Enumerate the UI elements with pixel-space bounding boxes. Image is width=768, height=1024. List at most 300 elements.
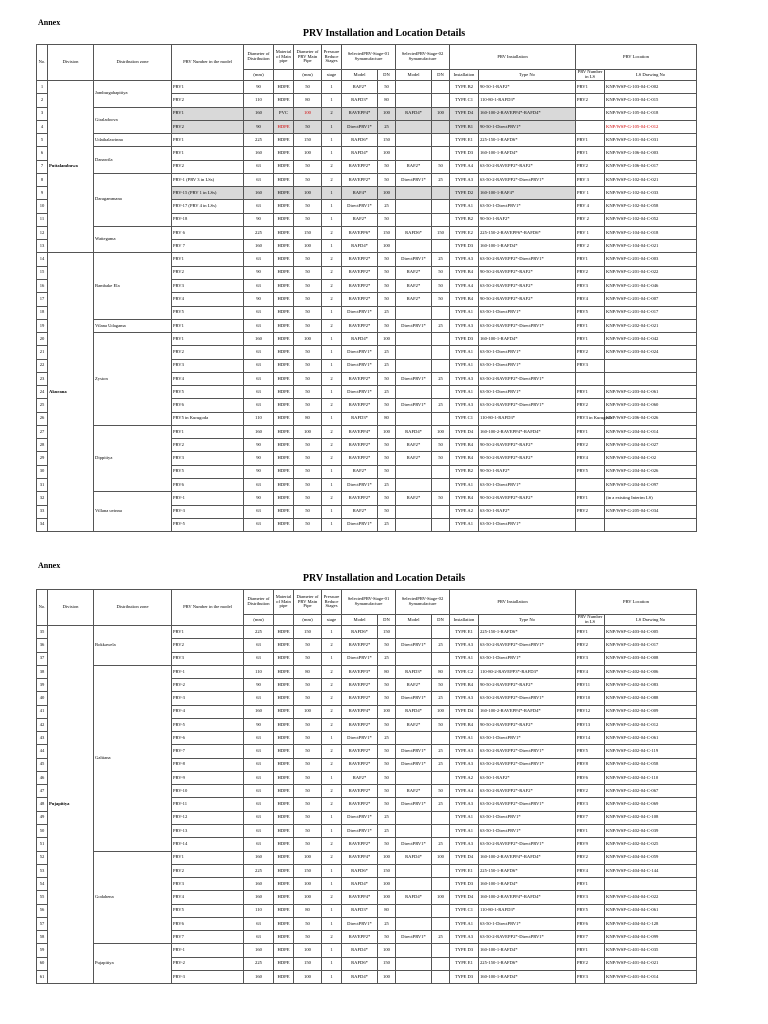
stage1-dn: 50 (378, 160, 396, 173)
diameter-main: 50 (294, 758, 322, 771)
row-no: 23 (37, 372, 48, 385)
row-no: 1 (37, 81, 48, 94)
installation-type: TYPE A3 (450, 639, 479, 652)
stage1-dn: 150 (378, 626, 396, 639)
header-unit-mm: (mm) (294, 615, 322, 626)
diameter-main: 100 (294, 851, 322, 864)
header-zone: Distribution zone (94, 45, 172, 81)
prv-number: PRV2 (172, 266, 244, 279)
type-no: 63-50-2-RAVEPP2*-DirectPRV1* (479, 798, 576, 811)
material: HDPE (274, 173, 294, 186)
diameter-distribution: 63 (244, 173, 274, 186)
stage2-dn (432, 465, 450, 478)
stage1-dn: 50 (378, 266, 396, 279)
ls-drawing: (in a existing Interim LS) (605, 492, 697, 505)
table-row (37, 81, 697, 94)
prv-ls: PRV1 (576, 253, 605, 266)
stage1-model: RAF2* (342, 505, 378, 518)
stage2-dn (432, 626, 450, 639)
diameter-distribution: 110 (244, 665, 274, 678)
row-no: 15 (37, 266, 48, 279)
prv-number: PRV-9 (172, 771, 244, 784)
stage1-model: RAVEPP2* (342, 745, 378, 758)
diameter-distribution: 160 (244, 333, 274, 346)
stage1-model: RAFD6* (342, 957, 378, 970)
header-ls-drawing: LS Drawing No (605, 615, 697, 626)
diameter-main: 50 (294, 505, 322, 518)
row-no: 25 (37, 399, 48, 412)
stage2-model (396, 240, 432, 253)
prv-ls: PRV1 (576, 386, 605, 399)
prv-number: PRV-1 (172, 665, 244, 678)
ls-drawing: KNP/WSP-G-102-04-C-033 (605, 187, 697, 200)
installation-type: TYPE E1 (450, 134, 479, 147)
material: HDPE (274, 439, 294, 452)
stage2-dn (432, 518, 450, 531)
material: HDPE (274, 771, 294, 784)
diameter-distribution: 90 (244, 439, 274, 452)
diameter-main: 150 (294, 957, 322, 970)
ls-drawing: KNP/WSP-G-403-04-C-005 (605, 626, 697, 639)
material: HDPE (274, 386, 294, 399)
diameter-distribution: 160 (244, 187, 274, 200)
installation-type: TYPE B1 (450, 120, 479, 133)
stage2-model (396, 878, 432, 891)
installation-type: TYPE D3 (450, 878, 479, 891)
ls-drawing: KNP/WSP-G-403-04-C-008 (605, 652, 697, 665)
zone-cell: Godahena (94, 851, 172, 944)
material: HDPE (274, 864, 294, 877)
prv-ls: PRV10 (576, 692, 605, 705)
prv-number: PRV1 (172, 134, 244, 147)
prv-number: PRV-18 (172, 213, 244, 226)
stage1-model: RAF2* (342, 81, 378, 94)
stage2-dn: 25 (432, 758, 450, 771)
stage2-model (396, 478, 432, 491)
stage2-model: DirectPRV1* (396, 372, 432, 385)
type-no: 90-50-1-RAF2* (479, 81, 576, 94)
type-no: 63-50-2-RAVEPP2*-DirectPRV1* (479, 745, 576, 758)
prv-ls: PRV2 (576, 160, 605, 173)
prv-ls: PRV1 (576, 425, 605, 438)
stages: 2 (322, 226, 342, 239)
stage2-dn: 25 (432, 798, 450, 811)
type-no: 90-50-1-DirectPRV1* (479, 120, 576, 133)
type-no: 63-50-2-RAVEPP2*-DirectPRV1* (479, 639, 576, 652)
row-no: 59 (37, 944, 48, 957)
stages: 1 (322, 386, 342, 399)
installation-type: TYPE C2 (450, 665, 479, 678)
prv-ls: PRV2 (576, 957, 605, 970)
stage1-dn: 80 (378, 904, 396, 917)
header-stages: Pressure Reduce Stages (322, 590, 342, 615)
stage1-model: RAF2* (342, 213, 378, 226)
stage2-model: DirectPRV1* (396, 798, 432, 811)
zone-cell: Giraladoova (94, 107, 172, 134)
prv-ls: PRV13 (576, 718, 605, 731)
material: HDPE (274, 851, 294, 864)
header-diameter-main: Diameter of PRV Main Pipe (294, 590, 322, 615)
stages: 2 (322, 851, 342, 864)
prv-ls: PRV3 (576, 970, 605, 983)
stage2-model: DirectPRV1* (396, 758, 432, 771)
material: HDPE (274, 81, 294, 94)
prv-ls: PRV14 (576, 732, 605, 745)
type-no: 160-100-2-RAVEPP4*-RAFD4* (479, 851, 576, 864)
stage2-model (396, 213, 432, 226)
stages: 1 (322, 359, 342, 372)
type-no: 90-50-2-RAVEPP2*-RAF2* (479, 293, 576, 306)
stage2-dn (432, 81, 450, 94)
stages: 2 (322, 838, 342, 851)
diameter-distribution: 225 (244, 134, 274, 147)
stage2-model: RAF2* (396, 266, 432, 279)
stage2-model (396, 81, 432, 94)
diameter-main: 50 (294, 279, 322, 292)
material: HDPE (274, 465, 294, 478)
ls-drawing: KNP/WSP-G-104-04-C-018 (605, 226, 697, 239)
stage2-dn: 100 (432, 705, 450, 718)
header-dn: DN (432, 615, 450, 626)
type-no: 110-80-1-RAFD3* (479, 94, 576, 107)
installation-type: TYPE A3 (450, 173, 479, 186)
prv-number: PRV1 (172, 851, 244, 864)
stage1-model: DirectPRV1* (342, 824, 378, 837)
header-prv-number: PRV Number in the model (172, 45, 244, 81)
prv-ls: PRV1 (576, 944, 605, 957)
material: HDPE (274, 718, 294, 731)
material: HDPE (274, 319, 294, 332)
stage1-model: DirectPRV1* (342, 478, 378, 491)
stage1-dn: 100 (378, 240, 396, 253)
stages: 2 (322, 692, 342, 705)
ls-drawing: KNP/WSP-G-105-04-C-012 (605, 120, 697, 133)
type-no: 63-50-1-DirectPRV1* (479, 917, 576, 930)
stage2-model (396, 412, 432, 425)
installation-type: TYPE A3 (450, 399, 479, 412)
prv-number: PRV2 (172, 439, 244, 452)
material: HDPE (274, 240, 294, 253)
material: HDPE (274, 505, 294, 518)
ls-drawing: KNP/WSP-G-204-04-C-026 (605, 465, 697, 478)
stage2-model (396, 94, 432, 107)
diameter-distribution: 160 (244, 425, 274, 438)
header-ls-drawing: LS Drawing No (605, 70, 697, 81)
row-no: 49 (37, 811, 48, 824)
row-no: 42 (37, 718, 48, 731)
table-row (37, 253, 697, 266)
material: HDPE (274, 293, 294, 306)
stages: 2 (322, 745, 342, 758)
diameter-distribution: 63 (244, 372, 274, 385)
row-no: 27 (37, 425, 48, 438)
type-no: 90-50-1-RAF2* (479, 465, 576, 478)
type-no: 110-80-1-RAFD3* (479, 904, 576, 917)
type-no: 225-150-1-RAFD6* (479, 957, 576, 970)
stage1-dn: 150 (378, 864, 396, 877)
material: HDPE (274, 891, 294, 904)
prv-ls: PRV2 (576, 505, 605, 518)
ls-drawing: KNP/WSP-G-203-04-C-042 (605, 333, 697, 346)
installation-type: TYPE A1 (450, 346, 479, 359)
material: HDPE (274, 160, 294, 173)
prv-number: PRV1 (172, 107, 244, 120)
prv-ls: PRV11 (576, 679, 605, 692)
stage1-model: RAVEPP4* (342, 425, 378, 438)
row-no: 17 (37, 293, 48, 306)
stage1-model: RAVEPP2* (342, 293, 378, 306)
stage2-model: RAF2* (396, 452, 432, 465)
prv-number: PRV-11 (172, 798, 244, 811)
stages: 2 (322, 173, 342, 186)
row-no: 50 (37, 824, 48, 837)
row-no: 20 (37, 333, 48, 346)
material: HDPE (274, 266, 294, 279)
stages: 2 (322, 372, 342, 385)
stage2-dn (432, 386, 450, 399)
diameter-main: 50 (294, 120, 322, 133)
prv-number: PRV3 (172, 279, 244, 292)
row-no: 36 (37, 639, 48, 652)
stage1-dn: 50 (378, 492, 396, 505)
installation-type: TYPE A4 (450, 160, 479, 173)
header-prv-ls: PRV Number in LS (576, 615, 605, 626)
installation-type: TYPE E1 (450, 864, 479, 877)
type-no: 63-50-1-DirectPRV1* (479, 652, 576, 665)
stages: 2 (322, 705, 342, 718)
type-no: 63-50-1-DirectPRV1* (479, 478, 576, 491)
zone-cell: Bambake Ela (94, 253, 172, 319)
ls-drawing: KNP/WSP-G-105-04-C-018 (605, 107, 697, 120)
stage1-model: RAVEPP2* (342, 718, 378, 731)
ls-drawing: KNP/WSP-G-204-04-C-014 (605, 425, 697, 438)
prv-number: PRV1 (172, 333, 244, 346)
row-no: 60 (37, 957, 48, 970)
stage2-dn (432, 240, 450, 253)
header-unit-mm: (mm) (294, 70, 322, 81)
installation-type: TYPE A3 (450, 798, 479, 811)
type-no: 90-50-2-RAVEPP2*-RAF2* (479, 679, 576, 692)
row-no: 51 (37, 838, 48, 851)
stage1-dn: 50 (378, 679, 396, 692)
diameter-main: 50 (294, 639, 322, 652)
prv-ls: PRV5 (576, 306, 605, 319)
material: HDPE (274, 425, 294, 438)
stages: 2 (322, 160, 342, 173)
diameter-main: 50 (294, 213, 322, 226)
stage1-model: RAVEPP2* (342, 492, 378, 505)
diameter-distribution: 160 (244, 891, 274, 904)
stages: 1 (322, 505, 342, 518)
row-no: 41 (37, 705, 48, 718)
diameter-main: 50 (294, 518, 322, 531)
stage2-model: DirectPRV1* (396, 838, 432, 851)
material: HDPE (274, 957, 294, 970)
diameter-distribution: 160 (244, 147, 274, 160)
prv-ls: PRV3 (576, 279, 605, 292)
header-stages: Pressure Reduce Stages (322, 45, 342, 70)
table-row (37, 147, 697, 160)
diameter-main: 50 (294, 173, 322, 186)
row-no: 7 (37, 160, 48, 173)
row-no: 14 (37, 253, 48, 266)
row-no: 4 (37, 120, 48, 133)
ls-drawing: KNP/WSP-G-106-04-C-003 (605, 147, 697, 160)
diameter-main: 50 (294, 306, 322, 319)
stage2-model: RAF2* (396, 279, 432, 292)
stage1-dn: 100 (378, 851, 396, 864)
prv-number: PRV-5 (172, 518, 244, 531)
stage2-model: RAFD4* (396, 705, 432, 718)
stage1-dn: 25 (378, 386, 396, 399)
prv-ls: PRV5 (576, 904, 605, 917)
stage2-dn: 80 (432, 665, 450, 678)
header-unit-blank (274, 615, 294, 626)
stage2-dn (432, 771, 450, 784)
type-no: 63-50-2-RAVEPP2*-RAF2* (479, 160, 576, 173)
diameter-main: 100 (294, 425, 322, 438)
row-no: 16 (37, 279, 48, 292)
installation-type: TYPE D3 (450, 970, 479, 983)
stage1-dn: 25 (378, 478, 396, 491)
ls-drawing: KNP/WSP-G-201-04-C-003 (605, 253, 697, 266)
prv-number: PRV-12 (172, 811, 244, 824)
prv-number: PRV3 (172, 652, 244, 665)
zone-cell: Dippitiya (94, 425, 172, 491)
ls-drawing: KNP/WSP-G-402-04-C-069 (605, 798, 697, 811)
material: HDPE (274, 931, 294, 944)
ls-drawing: KNP/WSP-G-402-04-C-006 (605, 665, 697, 678)
row-no: 30 (37, 465, 48, 478)
installation-type: TYPE A1 (450, 200, 479, 213)
prv-number: PRV4 (172, 372, 244, 385)
table-row (37, 944, 697, 957)
ls-drawing: KNP/WSP-G-402-04-C-061 (605, 732, 697, 745)
header-unit-mm: (mm) (244, 615, 274, 626)
diameter-main: 50 (294, 439, 322, 452)
ls-drawing: KNP/WSP-G-402-04-C-009 (605, 705, 697, 718)
diameter-distribution: 90 (244, 213, 274, 226)
stage2-model (396, 957, 432, 970)
stage1-dn: 50 (378, 771, 396, 784)
installation-type: TYPE D4 (450, 107, 479, 120)
table-row (37, 319, 697, 332)
stage1-model: RAVEPP2* (342, 279, 378, 292)
header-prv-ls: PRV Number in LS (576, 70, 605, 81)
type-no: 63-50-1-DirectPRV1* (479, 732, 576, 745)
stage2-dn (432, 187, 450, 200)
type-no: 63-50-1-DirectPRV1* (479, 200, 576, 213)
prv-ls: PRV4 (576, 665, 605, 678)
installation-type: TYPE C1 (450, 904, 479, 917)
stage1-dn: 150 (378, 957, 396, 970)
stage2-dn: 25 (432, 639, 450, 652)
diameter-distribution: 225 (244, 864, 274, 877)
prv-number: PRV 7 (172, 240, 244, 253)
prv-ls: PRV 1 (576, 226, 605, 239)
installation-type: TYPE A3 (450, 745, 479, 758)
prv-ls: PRV3 (576, 359, 605, 372)
installation-type: TYPE A1 (450, 917, 479, 930)
ls-drawing: KNP/WSP-G-402-04-C-110 (605, 771, 697, 784)
ls-drawing: KNP/WSP-G-404-04-C-144 (605, 864, 697, 877)
stage2-dn: 150 (432, 226, 450, 239)
ls-drawing (605, 518, 697, 531)
row-no: 43 (37, 732, 48, 745)
ls-drawing (605, 878, 697, 891)
diameter-distribution: 63 (244, 306, 274, 319)
diameter-distribution: 160 (244, 944, 274, 957)
stages: 2 (322, 679, 342, 692)
prv-ls: PRV1 (576, 626, 605, 639)
ls-drawing: KNP/WSP-G-402-04-C-119 (605, 745, 697, 758)
diameter-main: 150 (294, 134, 322, 147)
stage2-dn: 50 (432, 492, 450, 505)
prv-ls: PRV1 (576, 147, 605, 160)
stage1-model: RAFD4* (342, 240, 378, 253)
material: HDPE (274, 518, 294, 531)
diameter-main: 50 (294, 359, 322, 372)
stage1-dn: 100 (378, 705, 396, 718)
stage2-model (396, 811, 432, 824)
stages: 1 (322, 944, 342, 957)
type-no: 63-50-1-DirectPRV1* (479, 306, 576, 319)
prv-ls: PRV8 (576, 758, 605, 771)
prv-number: PRV5 (172, 306, 244, 319)
stage1-model: RAVEPP2* (342, 639, 378, 652)
row-no: 3 (37, 107, 48, 120)
header-type-no: Type No (479, 70, 576, 81)
material: HDPE (274, 824, 294, 837)
stage2-dn: 50 (432, 439, 450, 452)
header-model: Model (342, 615, 378, 626)
material: HDPE (274, 200, 294, 213)
prv-ls: PRV6 (576, 917, 605, 930)
stages: 1 (322, 478, 342, 491)
stage2-dn (432, 505, 450, 518)
type-no: 160-100-1-RAFD4* (479, 147, 576, 160)
stage1-dn: 150 (378, 134, 396, 147)
prv-number: PRV6 (172, 478, 244, 491)
division-cell: Pujapitiya (48, 626, 94, 984)
stage2-model (396, 200, 432, 213)
diameter-distribution: 160 (244, 970, 274, 983)
stage2-model: RAF2* (396, 293, 432, 306)
stage2-dn (432, 811, 450, 824)
diameter-distribution: 90 (244, 293, 274, 306)
prv-number: PRV-4 (172, 705, 244, 718)
type-no: 63-50-2-RAVEPP2*-RAF2* (479, 785, 576, 798)
header-model: Model (396, 615, 432, 626)
type-no: 110-80-2-RAVEPP3*-RAFD3* (479, 665, 576, 678)
diameter-main: 50 (294, 372, 322, 385)
installation-type: TYPE D3 (450, 147, 479, 160)
stage2-dn: 50 (432, 279, 450, 292)
zone-cell: Danawila (94, 147, 172, 174)
ls-drawing: KNP/WSP-G-102-04-C-021 (605, 173, 697, 186)
stage2-model: DirectPRV1* (396, 253, 432, 266)
zone-cell: Daragammana (94, 173, 172, 226)
stage1-dn: 50 (378, 399, 396, 412)
prv-ls (576, 120, 605, 133)
stages: 1 (322, 412, 342, 425)
prv-number: PRV1 (172, 147, 244, 160)
stage1-model: RAVEPP2* (342, 838, 378, 851)
stages: 1 (322, 878, 342, 891)
installation-type: TYPE A1 (450, 359, 479, 372)
stage1-model: RAVEPP2* (342, 692, 378, 705)
diameter-distribution: 63 (244, 359, 274, 372)
